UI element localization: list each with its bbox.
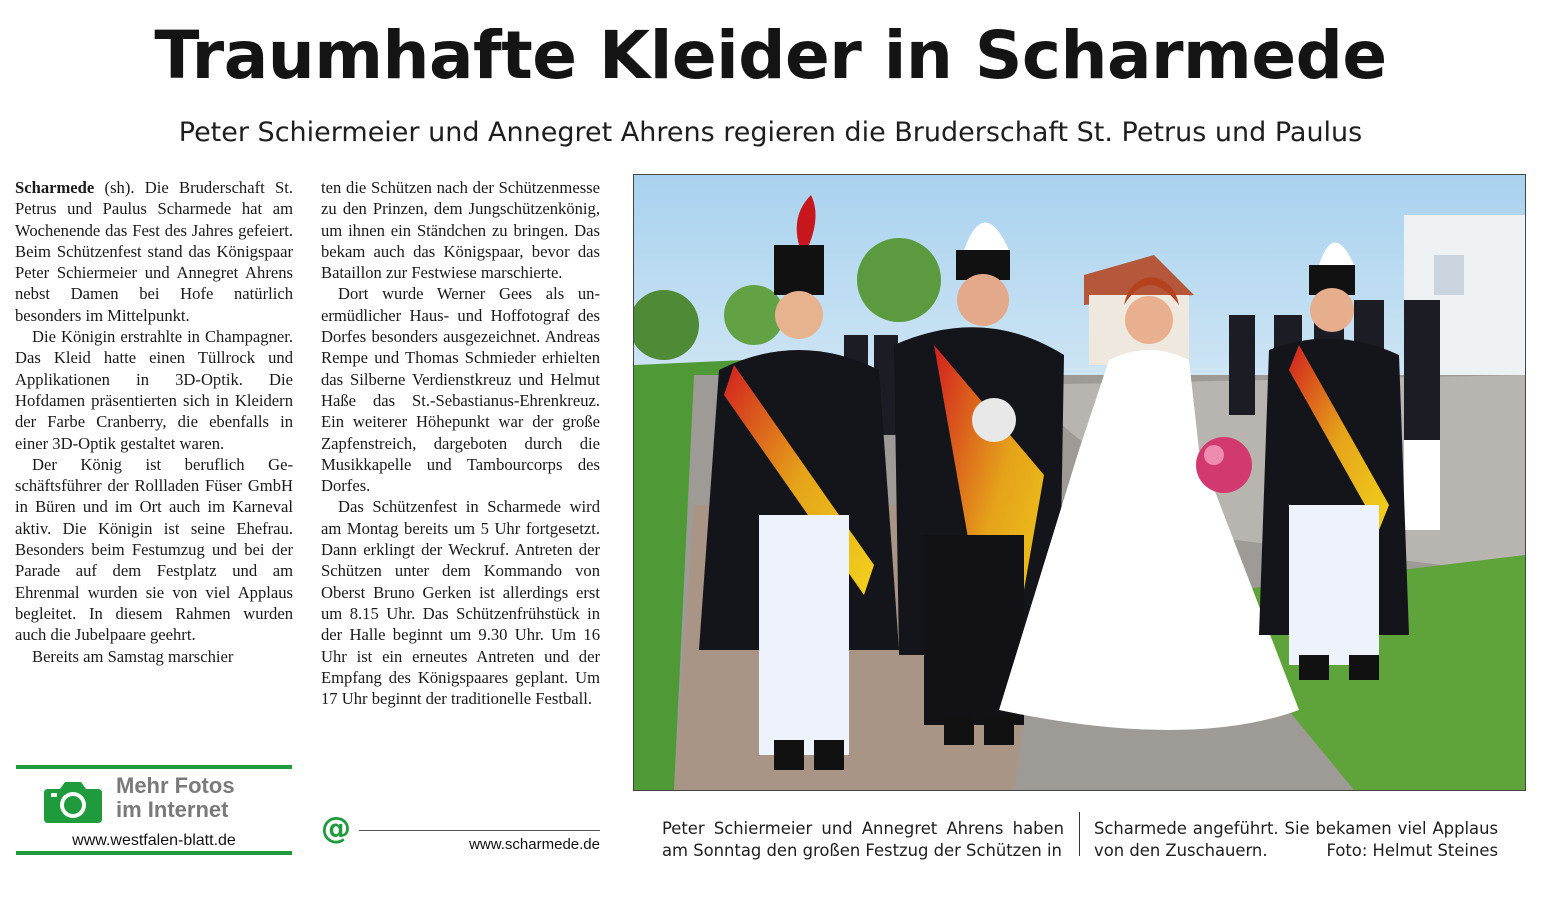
page-title: Traumhafte Kleider in Scharmede xyxy=(154,17,1387,94)
more-photos-line2: im Internet xyxy=(116,797,229,822)
lead-text: (sh). Die Bruderschaft St. Petrus und Paulus Scharmede hat am Wochenende das Fest des Jahres gefeiert. Beim Schützenfest stand das Königspaar Peter Schiermeier und Annegret Ahrens nebst Damen bei Hofe natürlich besonders im Mittelpunkt. xyxy=(15,178,293,325)
article-paragraph: ten die Schützen nach der Schützenmesse zu den Prinzen, dem Jungschützenkönig, um ihnen ein Ständchen zu bringen. Das bekam auch das Königspaar, bevor das Bataillon zur Festwiese marschierte. xyxy=(321,178,600,283)
coronation-photo-illustration xyxy=(634,175,1525,790)
article-paragraph: Bereits am Samstag marschier xyxy=(32,646,234,666)
divider xyxy=(359,830,600,831)
scharmede-link[interactable]: www.scharmede.de xyxy=(469,836,600,853)
article-paragraph: Die Königin erstrahlte in Champagner. Das Kleid hatte einen Tüllrock und Applikationen in 3D-Optik. Die Hofdamen präsentierten sich in Kleidern der Farbe Cranberry, die ebenfalls in einer 3D-Optik gestaltet waren. xyxy=(15,327,293,453)
caption-divider xyxy=(1079,812,1080,856)
more-photos-label xyxy=(116,774,235,822)
photo-caption-right xyxy=(1094,818,1498,862)
westfalen-blatt-link[interactable]: www.westfalen-blatt.de xyxy=(72,832,236,849)
photo-caption-left: Peter Schiermeier und Annegret Ahrens haben am Sonntag den großen Festzug der Schützen in xyxy=(662,819,1064,860)
photo-credit: Foto: Helmut Steines xyxy=(1326,841,1498,860)
caption-text: Scharmede angeführt. Sie bekamen viel Applaus von den Zuschauern. xyxy=(1094,819,1498,860)
camera-icon xyxy=(44,779,102,825)
at-sign-icon: @ xyxy=(321,811,351,846)
article-column-2 xyxy=(321,177,600,709)
article-paragraph: Das Schützenfest in Scharmede wird am Montag bereits um 5 Uhr fortgesetzt. Dann erklingt der Weckruf. Antreten der Schützen unter dem Kommando von Oberst Bruno Gerken ist allerdings erst um 8.15 Uhr. Das Schützenfrühstück in der Halle beginnt um 9.30 Uhr. Um 16 Uhr ist ein erneutes Antreten und der Empfang des Königspaares geplant. Um 17 Uhr beginnt der traditionelle Festball. xyxy=(321,497,600,709)
more-photos-line1: Mehr Fotos xyxy=(116,773,235,798)
lead-paragraph xyxy=(15,177,293,326)
more-photos-box[interactable] xyxy=(16,765,292,855)
article-column-1 xyxy=(15,177,293,667)
article-photo xyxy=(633,174,1526,791)
article-paragraph: Der König ist beruflich Geschäftsführer der Rollladen Füser GmbH in Büren und im Ort auch im Karneval aktiv. Die Königin ist seine Ehefrau. Besonders beim Festumzug und bei der Parade auf dem Festplatz und am Ehrenmal wurden sie von viel Applaus begleitet. In diesem Rahmen wurden auch die Jubelpaare geehrt. xyxy=(15,454,293,645)
subheadline: Peter Schiermeier und Annegret Ahrens regieren die Bruderschaft St. Petrus und Paulus xyxy=(178,117,1363,148)
green-rule xyxy=(16,851,292,855)
article-paragraph: Dort wurde Werner Gees als unermüdlicher Haus- und Hoffotograf des Dorfes besonders ausgezeichnet. Andreas Rempe und Thomas Schmieder erhielten das Silberne Verdienstkreuz und Helmut Haße das St.-Sebastianus-Ehrenkreuz. Ein weiterer Höhepunkt war der große Zapfenstreich, dargeboten durch die Musikkapelle und Tambourcorps des Dorfes. xyxy=(321,284,600,496)
web-link-box[interactable] xyxy=(321,811,600,856)
dateline-place: Scharmede xyxy=(15,178,95,197)
green-rule xyxy=(16,765,292,769)
